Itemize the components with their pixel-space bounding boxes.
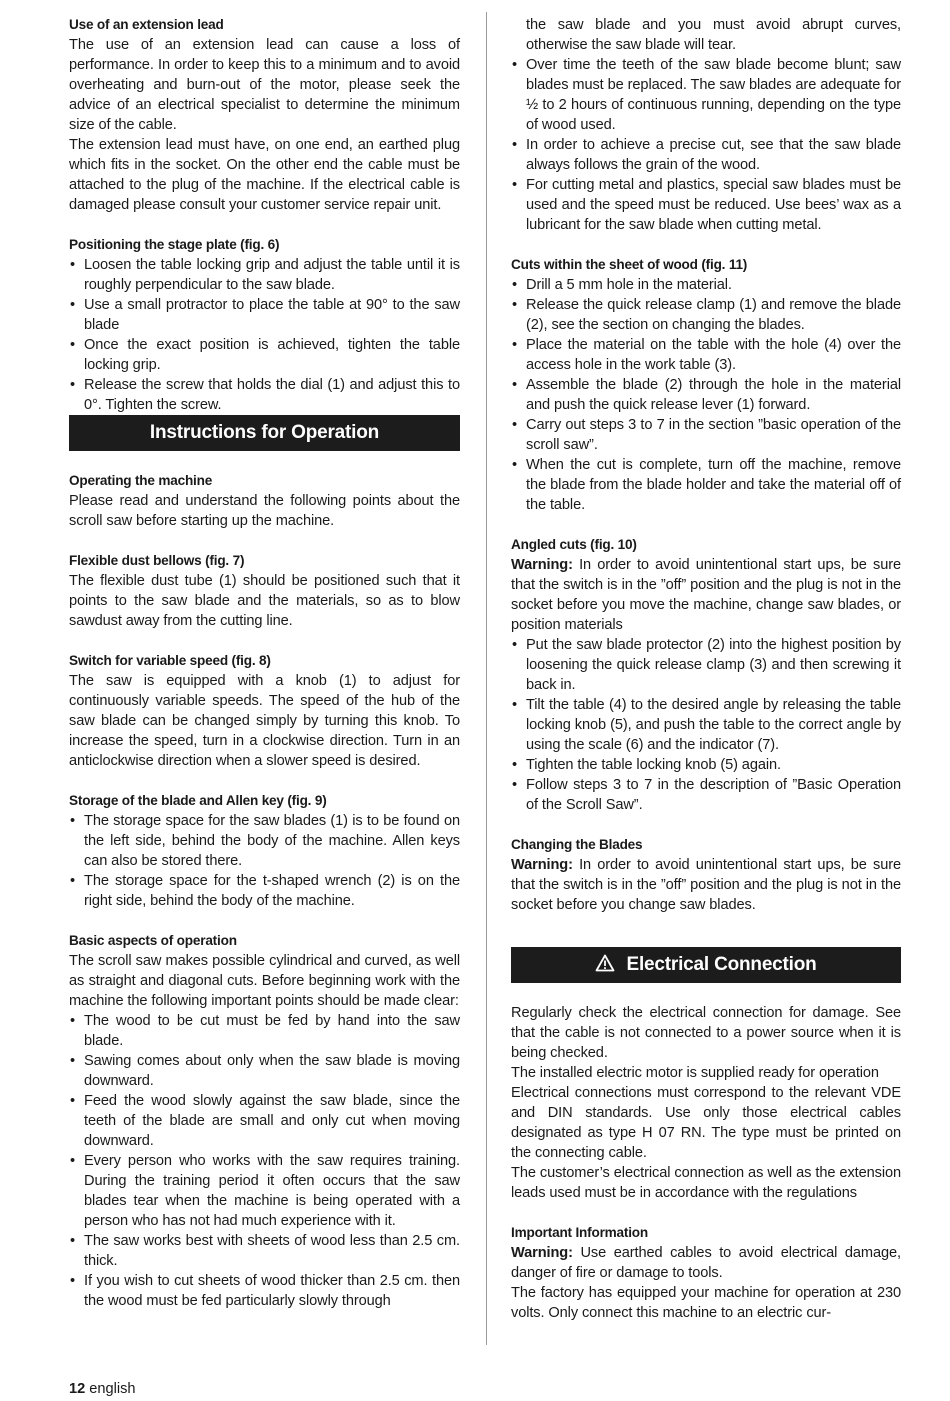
column-divider (486, 12, 487, 1345)
page-footer (69, 1381, 136, 1397)
warning-triangle-icon (595, 954, 626, 975)
page-language: english (85, 1381, 136, 1397)
angled-cuts-warning (511, 555, 901, 635)
list-item: • Sawing comes about only when the saw blade is moving downward. (69, 1051, 460, 1091)
left-column (69, 15, 460, 1311)
list-item: • The saw works best with sheets of wood less than 2.5 cm. thick. (69, 1231, 460, 1271)
list-item: • Assemble the blade (2) through the hole in the material and push the quick release lever (1) forward. (511, 375, 901, 415)
variable-speed-heading: Switch for variable speed (fig. 8) (69, 653, 271, 668)
list-item: • When the cut is complete, turn off the machine, remove the blade from the blade holder and take the material off of the table. (511, 455, 901, 515)
warning-text: In order to avoid unintentional start ups, be sure that the switch is in the ”off” position and the plug is not in the socket before you change saw blades. (511, 857, 901, 913)
list-item: • The wood to be cut must be fed by hand into the saw blade. (69, 1011, 460, 1051)
storage-list (69, 811, 460, 911)
electrical-paragraph-1: Regularly check the electrical connection for damage. See that the cable is not connected to a power source when it is being checked. (511, 1005, 901, 1061)
extension-lead-paragraph-1: The use of an extension lead can cause a loss of performance. In order to keep this to a minimum and to avoid overheating and burn-out of the motor, please seek the advice of an electrical specialist to determine the minimum size of the cable. (69, 37, 460, 133)
right-column (511, 15, 901, 1323)
warning-label: Warning: (511, 557, 573, 573)
dust-bellows-heading: Flexible dust bellows (fig. 7) (69, 553, 245, 568)
electrical-connection-banner (511, 947, 901, 983)
warning-text: Use earthed cables to avoid electrical damage, danger of fire or damage to tools. (511, 1245, 901, 1281)
storage-heading: Storage of the blade and Allen key (fig. 9) (69, 793, 327, 808)
changing-blades-warning (511, 855, 901, 915)
list-item: • Release the quick release clamp (1) and remove the blade (2), see the section on changing the blades. (511, 295, 901, 335)
list-item: • In order to achieve a precise cut, see that the saw blade always follows the grain of the wood. (511, 135, 901, 175)
operating-heading: Operating the machine (69, 473, 213, 488)
cuts-within-list (511, 275, 901, 515)
continued-list (511, 15, 901, 235)
warning-text: In order to avoid unintentional start ups, be sure that the switch is in the ”off” position and the plug is not in the socket before you move the machine, change saw blades, or position materials (511, 557, 901, 633)
list-item: • The storage space for the t-shaped wrench (2) is on the right side, behind the body of the machine. (69, 871, 460, 911)
list-item: • Tighten the table locking knob (5) again. (511, 755, 901, 775)
list-item: • Carry out steps 3 to 7 in the section ”basic operation of the scroll saw”. (511, 415, 901, 455)
warning-label: Warning: (511, 857, 573, 873)
list-item-continued: the saw blade and you must avoid abrupt curves, otherwise the saw blade will tear. (526, 17, 901, 53)
list-item: • The storage space for the saw blades (1) is to be found on the left side, behind the body of the machine. Allen keys can also be stored there. (69, 811, 460, 871)
extension-lead-heading: Use of an extension lead (69, 17, 224, 32)
basic-aspects-list (69, 1011, 460, 1311)
list-item: • Loosen the table locking grip and adjust the table until it is roughly perpendicular to the saw blade. (69, 255, 460, 295)
important-info-heading: Important Information (511, 1225, 649, 1240)
page-number: 12 (69, 1381, 86, 1397)
list-item: • If you wish to cut sheets of wood thicker than 2.5 cm. then the wood must be fed particularly slowly through (69, 1271, 460, 1311)
electrical-paragraph-4: The customer’s electrical connection as well as the extension leads used must be in accordance with the regulations (511, 1165, 901, 1201)
list-item: • Place the material on the table with the hole (4) over the access hole in the work table (3). (511, 335, 901, 375)
list-item: • Drill a 5 mm hole in the material. (511, 275, 901, 295)
list-item: • Once the exact position is achieved, tighten the table locking grip. (69, 335, 460, 375)
dust-bellows-paragraph: The flexible dust tube (1) should be positioned such that it points to the saw blade and the materials, so as to blow sawdust away from the cutting line. (69, 573, 460, 629)
warning-label: Warning: (511, 1245, 573, 1261)
cuts-within-heading: Cuts within the sheet of wood (fig. 11) (511, 257, 748, 272)
instructions-banner: Instructions for Operation (69, 415, 460, 451)
angled-cuts-list (511, 635, 901, 815)
electrical-paragraph-2: The installed electric motor is supplied ready for operation (511, 1065, 879, 1081)
list-item: • For cutting metal and plastics, special saw blades must be used and the speed must be reduced. Use bees’ wax as a lubricant for the saw blade when cutting metal. (511, 175, 901, 235)
list-item: • Over time the teeth of the saw blade become blunt; saw blades must be replaced. The saw blades are adequate for ½ to 2 hours of continuous running, depending on the type of wood used. (511, 55, 901, 135)
stage-plate-list (69, 255, 460, 415)
list-item: • Feed the wood slowly against the saw blade, since the teeth of the blade are small and only cut when moving downward. (69, 1091, 460, 1151)
variable-speed-paragraph: The saw is equipped with a knob (1) to adjust for continuously variable speeds. The speed of the hub of the saw blade can be changed simply by turning this knob. To increase the speed, turn in a clockwise direction. Turn in an anticlockwise direction when a slower speed is desired. (69, 673, 460, 769)
list-item: • Use a small protractor to place the table at 90° to the saw blade (69, 295, 460, 335)
changing-blades-heading: Changing the Blades (511, 837, 643, 852)
angled-cuts-heading: Angled cuts (fig. 10) (511, 537, 637, 552)
important-info-paragraph: The factory has equipped your machine for operation at 230 volts. Only connect this machine to an electric cur- (511, 1285, 901, 1321)
list-item: • Every person who works with the saw requires training. During the training period it often occurs that the saw blades tear when the machine is being operated with a person who has not had much experience with it. (69, 1151, 460, 1231)
list-item: • Follow steps 3 to 7 in the description of ”Basic Operation of the Scroll Saw”. (511, 775, 901, 815)
list-item: • Put the saw blade protector (2) into the highest position by loosening the quick release clamp (3) and then screwing it back in. (511, 635, 901, 695)
operating-paragraph: Please read and understand the following points about the scroll saw before starting up the machine. (69, 493, 460, 529)
extension-lead-paragraph-2: The extension lead must have, on one end, an earthed plug which fits in the socket. On the other end the cable must be attached to the plug of the machine. If the electrical cable is damaged please consult your customer service repair unit. (69, 137, 460, 213)
electrical-banner-title: Electrical Connection (626, 954, 817, 975)
electrical-paragraph-3: Electrical connections must correspond to the relevant VDE and DIN standards. Use only those electrical cables designated as type H 07 RN. The type must be printed on the connecting cable. (511, 1085, 901, 1161)
list-item: • Release the screw that holds the dial (1) and adjust this to 0°. Tighten the screw. (69, 375, 460, 415)
stage-plate-heading: Positioning the stage plate (fig. 6) (69, 237, 280, 252)
basic-aspects-paragraph: The scroll saw makes possible cylindrical and curved, as well as straight and diagonal cuts. Before beginning work with the machine the following important points should be made clear: (69, 953, 460, 1009)
list-item: • Tilt the table (4) to the desired angle by releasing the table locking knob (5), and push the table to the correct angle by using the scale (6) and the indicator (7). (511, 695, 901, 755)
important-info-warning (511, 1243, 901, 1283)
basic-aspects-heading: Basic aspects of operation (69, 933, 237, 948)
